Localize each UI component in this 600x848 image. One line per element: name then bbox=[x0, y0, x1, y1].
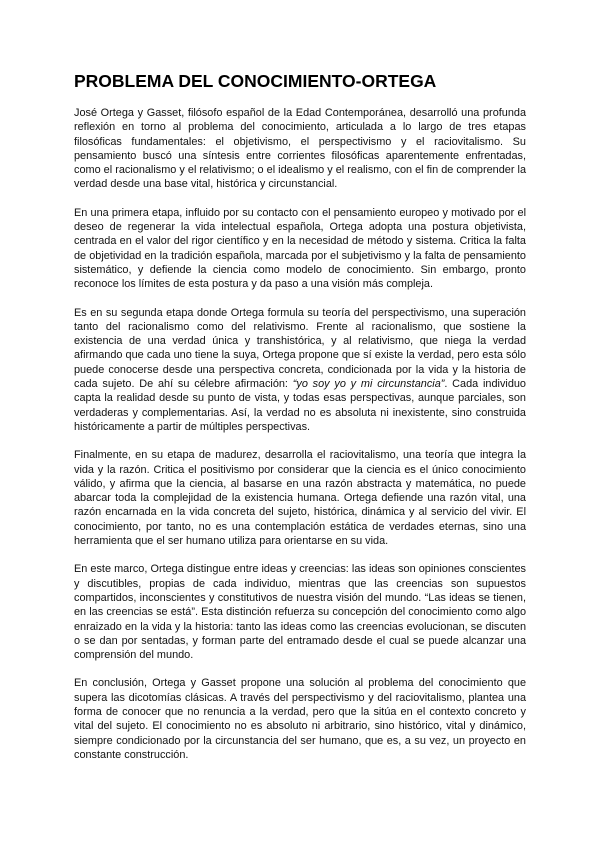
document-page bbox=[74, 70, 526, 776]
paragraph-perspectivismo-before: Es en su segunda etapa donde Ortega formula su teoría del perspectivismo, una superación tanto del racionalismo como del relativismo. Frente al racionalismo, que sostiene la existencia de una verdad única y transhistórica, y al relativismo, que niega la verdad afirmando que cada uno tiene la suya, Ortega propone que sí existe la verdad, pero esta sólo puede conocerse desde una perspectiva concreta, condicionada por la vida y la historia de cada sujeto. De ahí su célebre afirmación: bbox=[74, 306, 526, 391]
document-title: PROBLEMA DEL CONOCIMIENTO-ORTEGA bbox=[74, 71, 437, 91]
famous-quote: “yo soy yo y mi circunstancia” bbox=[292, 378, 445, 391]
paragraph-intro: José Ortega y Gasset, filósofo español de la Edad Contemporánea, desarrolló una profunda reflexión en torno al problema del conocimiento, articulada a lo largo de tres etapas filosóficas fundamentales: el objetivismo, el perspectivismo y el raciovitalismo. Su pensamiento buscó una síntesis entre corrientes filosóficas aparentemente enfrentadas, como el racionalismo y el relativismo; o el idealismo y el realismo, con el fin de comprender la verdad desde una base vital, histórica y circunstancial. bbox=[74, 107, 526, 191]
paragraph-perspectivismo bbox=[74, 306, 526, 435]
paragraph-ideas-creencias: En este marco, Ortega distingue entre ideas y creencias: las ideas son opiniones conscientes y discutibles, propias de cada individuo, mientras que las creencias son supuestos compartidos, inconscientes y constitutivos de nuestra visión del mundo. “Las ideas se tienen, en las creencias se está”. Esta distinción refuerza su concepción del conocimiento como algo enraizado en la vida y la historia: tanto las ideas como las creencias evolucionan, se discuten o se dan por sentadas, y forman parte del entramado desde el cual se puede alcanzar una comprensión del mundo. bbox=[74, 563, 526, 662]
paragraph-perspectivismo-after: . Cada individuo capta la realidad desde su punto de vista, y todas esas perspectivas, aunque parciales, son verdaderas y complementarias. Así, la verdad no es absoluta ni inexistente, sino construida históricamente a partir de múltiples perspectivas. bbox=[74, 378, 526, 433]
paragraph-conclusion: En conclusión, Ortega y Gasset propone una solución al problema del conocimiento que supera las dicotomías clásicas. A través del perspectivismo y del raciovitalismo, plantea una forma de conocer que no renuncia a la verdad, pero que la sitúa en el contexto concreto y vital del sujeto. El conocimiento no es absoluto ni arbitrario, sino histórico, vital y dinámico, siempre condicionado por la circunstancia del ser humano, que es, a su vez, un proyecto en constante construcción. bbox=[74, 677, 526, 761]
paragraph-raciovitalismo: Finalmente, en su etapa de madurez, desarrolla el raciovitalismo, una teoría que integra la vida y la razón. Critica el positivismo por considerar que la ciencia es el único conocimiento válido, y afirma que la ciencia, al basarse en una razón abstracta y matemática, no puede abarcar toda la complejidad de la existencia humana. Ortega defiende una razón vital, una razón encarnada en la vida concreta del sujeto, histórica, dinámica y al servicio del vivir. El conocimiento, por tanto, no es una contemplación estática de verdades eternas, sino una herramienta que el ser humano utiliza para orientarse en su vida. bbox=[74, 449, 526, 548]
paragraph-objetivismo: En una primera etapa, influido por su contacto con el pensamiento europeo y motivado por el deseo de regenerar la vida intelectual española, Ortega adopta una postura objetivista, centrada en el valor del rigor científico y en la necesidad de método y sistema. Critica la falta de objetividad en la tradición española, marcada por el subjetivismo y la falta de pensamiento sistemático, y defiende la ciencia como modelo de conocimiento. Sin embargo, pronto reconoce los límites de esta postura y da paso a una visión más compleja. bbox=[74, 206, 526, 291]
